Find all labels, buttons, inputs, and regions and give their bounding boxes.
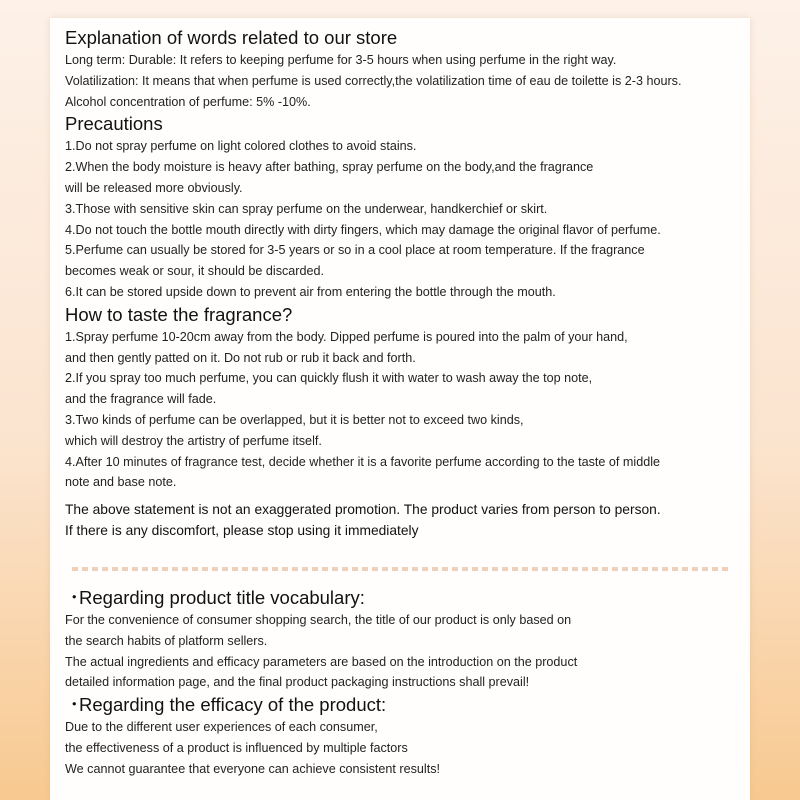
efficacy-line: the effectiveness of a product is influenced by multiple factors bbox=[65, 740, 408, 755]
statement-line: The above statement is not an exaggerated promotion. The product varies from person to person. bbox=[65, 502, 661, 518]
taste-line: 2.If you spray too much perfume, you can quickly flush it with water to wash away the top note, bbox=[65, 371, 593, 386]
bullet-icon: ・ bbox=[65, 694, 84, 716]
precaution-line: 3.Those with sensitive skin can spray perfume on the underwear, handkerchief or skirt. bbox=[65, 201, 548, 216]
section-divider bbox=[72, 567, 732, 571]
info-panel bbox=[50, 18, 750, 800]
precaution-line: 1.Do not spray perfume on light colored clothes to avoid stains. bbox=[65, 139, 417, 154]
precaution-line: 2.When the body moisture is heavy after bathing, spray perfume on the body,and the fragrance bbox=[65, 160, 594, 175]
precaution-line: 5.Perfume can usually be stored for 3-5 years or so in a cool place at room temperature. If the fragrance bbox=[65, 243, 645, 258]
vocabulary-line: The actual ingredients and efficacy parameters are based on the introduction on the product bbox=[65, 654, 578, 669]
efficacy-title: Regarding the efficacy of the product: bbox=[79, 694, 387, 716]
taste-line: 3.Two kinds of perfume can be overlapped, but it is better not to exceed two kinds, bbox=[65, 412, 524, 427]
statement-line: If there is any discomfort, please stop using it immediately bbox=[65, 523, 419, 539]
taste-line: and then gently patted on it. Do not rub or rub it back and forth. bbox=[65, 350, 416, 365]
vocabulary-title: Regarding product title vocabulary: bbox=[79, 587, 365, 608]
taste-line: which will destroy the artistry of perfume itself. bbox=[65, 433, 322, 448]
explanation-line: Long term: Durable: It refers to keeping perfume for 3-5 hours when using perfume in the right way. bbox=[65, 53, 617, 67]
taste-line: 1.Spray perfume 10-20cm away from the body. Dipped perfume is poured into the palm of your hand, bbox=[65, 329, 628, 344]
main-content bbox=[65, 26, 745, 541]
precaution-line: 6.It can be stored upside down to prevent air from entering the bottle through the mouth. bbox=[65, 284, 556, 299]
precaution-line: will be released more obviously. bbox=[65, 180, 243, 195]
taste-line: note and base note. bbox=[65, 475, 177, 490]
explanation-line: Alcohol concentration of perfume: 5% -10%. bbox=[65, 94, 311, 109]
precautions-heading: Precautions bbox=[65, 113, 163, 135]
explanation-heading: Explanation of words related to our store bbox=[65, 27, 398, 48]
efficacy-line: We cannot guarantee that everyone can achieve consistent results! bbox=[65, 761, 441, 776]
precaution-line: 4.Do not touch the bottle mouth directly with dirty fingers, which may damage the original flavor of perfume. bbox=[65, 222, 661, 237]
vocabulary-heading bbox=[65, 586, 745, 610]
taste-line: 4.After 10 minutes of fragrance test, decide whether it is a favorite perfume according to the taste of middle bbox=[65, 454, 661, 469]
taste-heading: How to taste the fragrance? bbox=[65, 303, 293, 325]
taste-line: and the fragrance will fade. bbox=[65, 392, 217, 407]
precaution-line: becomes weak or sour, it should be discarded. bbox=[65, 264, 325, 279]
efficacy-line: Due to the different user experiences of each consumer, bbox=[65, 720, 378, 735]
vocabulary-line: detailed information page, and the final product packaging instructions shall prevail! bbox=[65, 675, 530, 690]
explanation-line: Volatilization: It means that when perfume is used correctly,the volatilization time of eau de toilette is 2-3 hours. bbox=[65, 73, 682, 88]
vocabulary-line: the search habits of platform sellers. bbox=[65, 633, 268, 648]
disclaimer-section bbox=[65, 586, 745, 780]
vocabulary-line: For the convenience of consumer shopping search, the title of our product is only based on bbox=[65, 613, 572, 627]
efficacy-heading bbox=[65, 693, 745, 717]
bullet-icon: ・ bbox=[65, 587, 84, 608]
